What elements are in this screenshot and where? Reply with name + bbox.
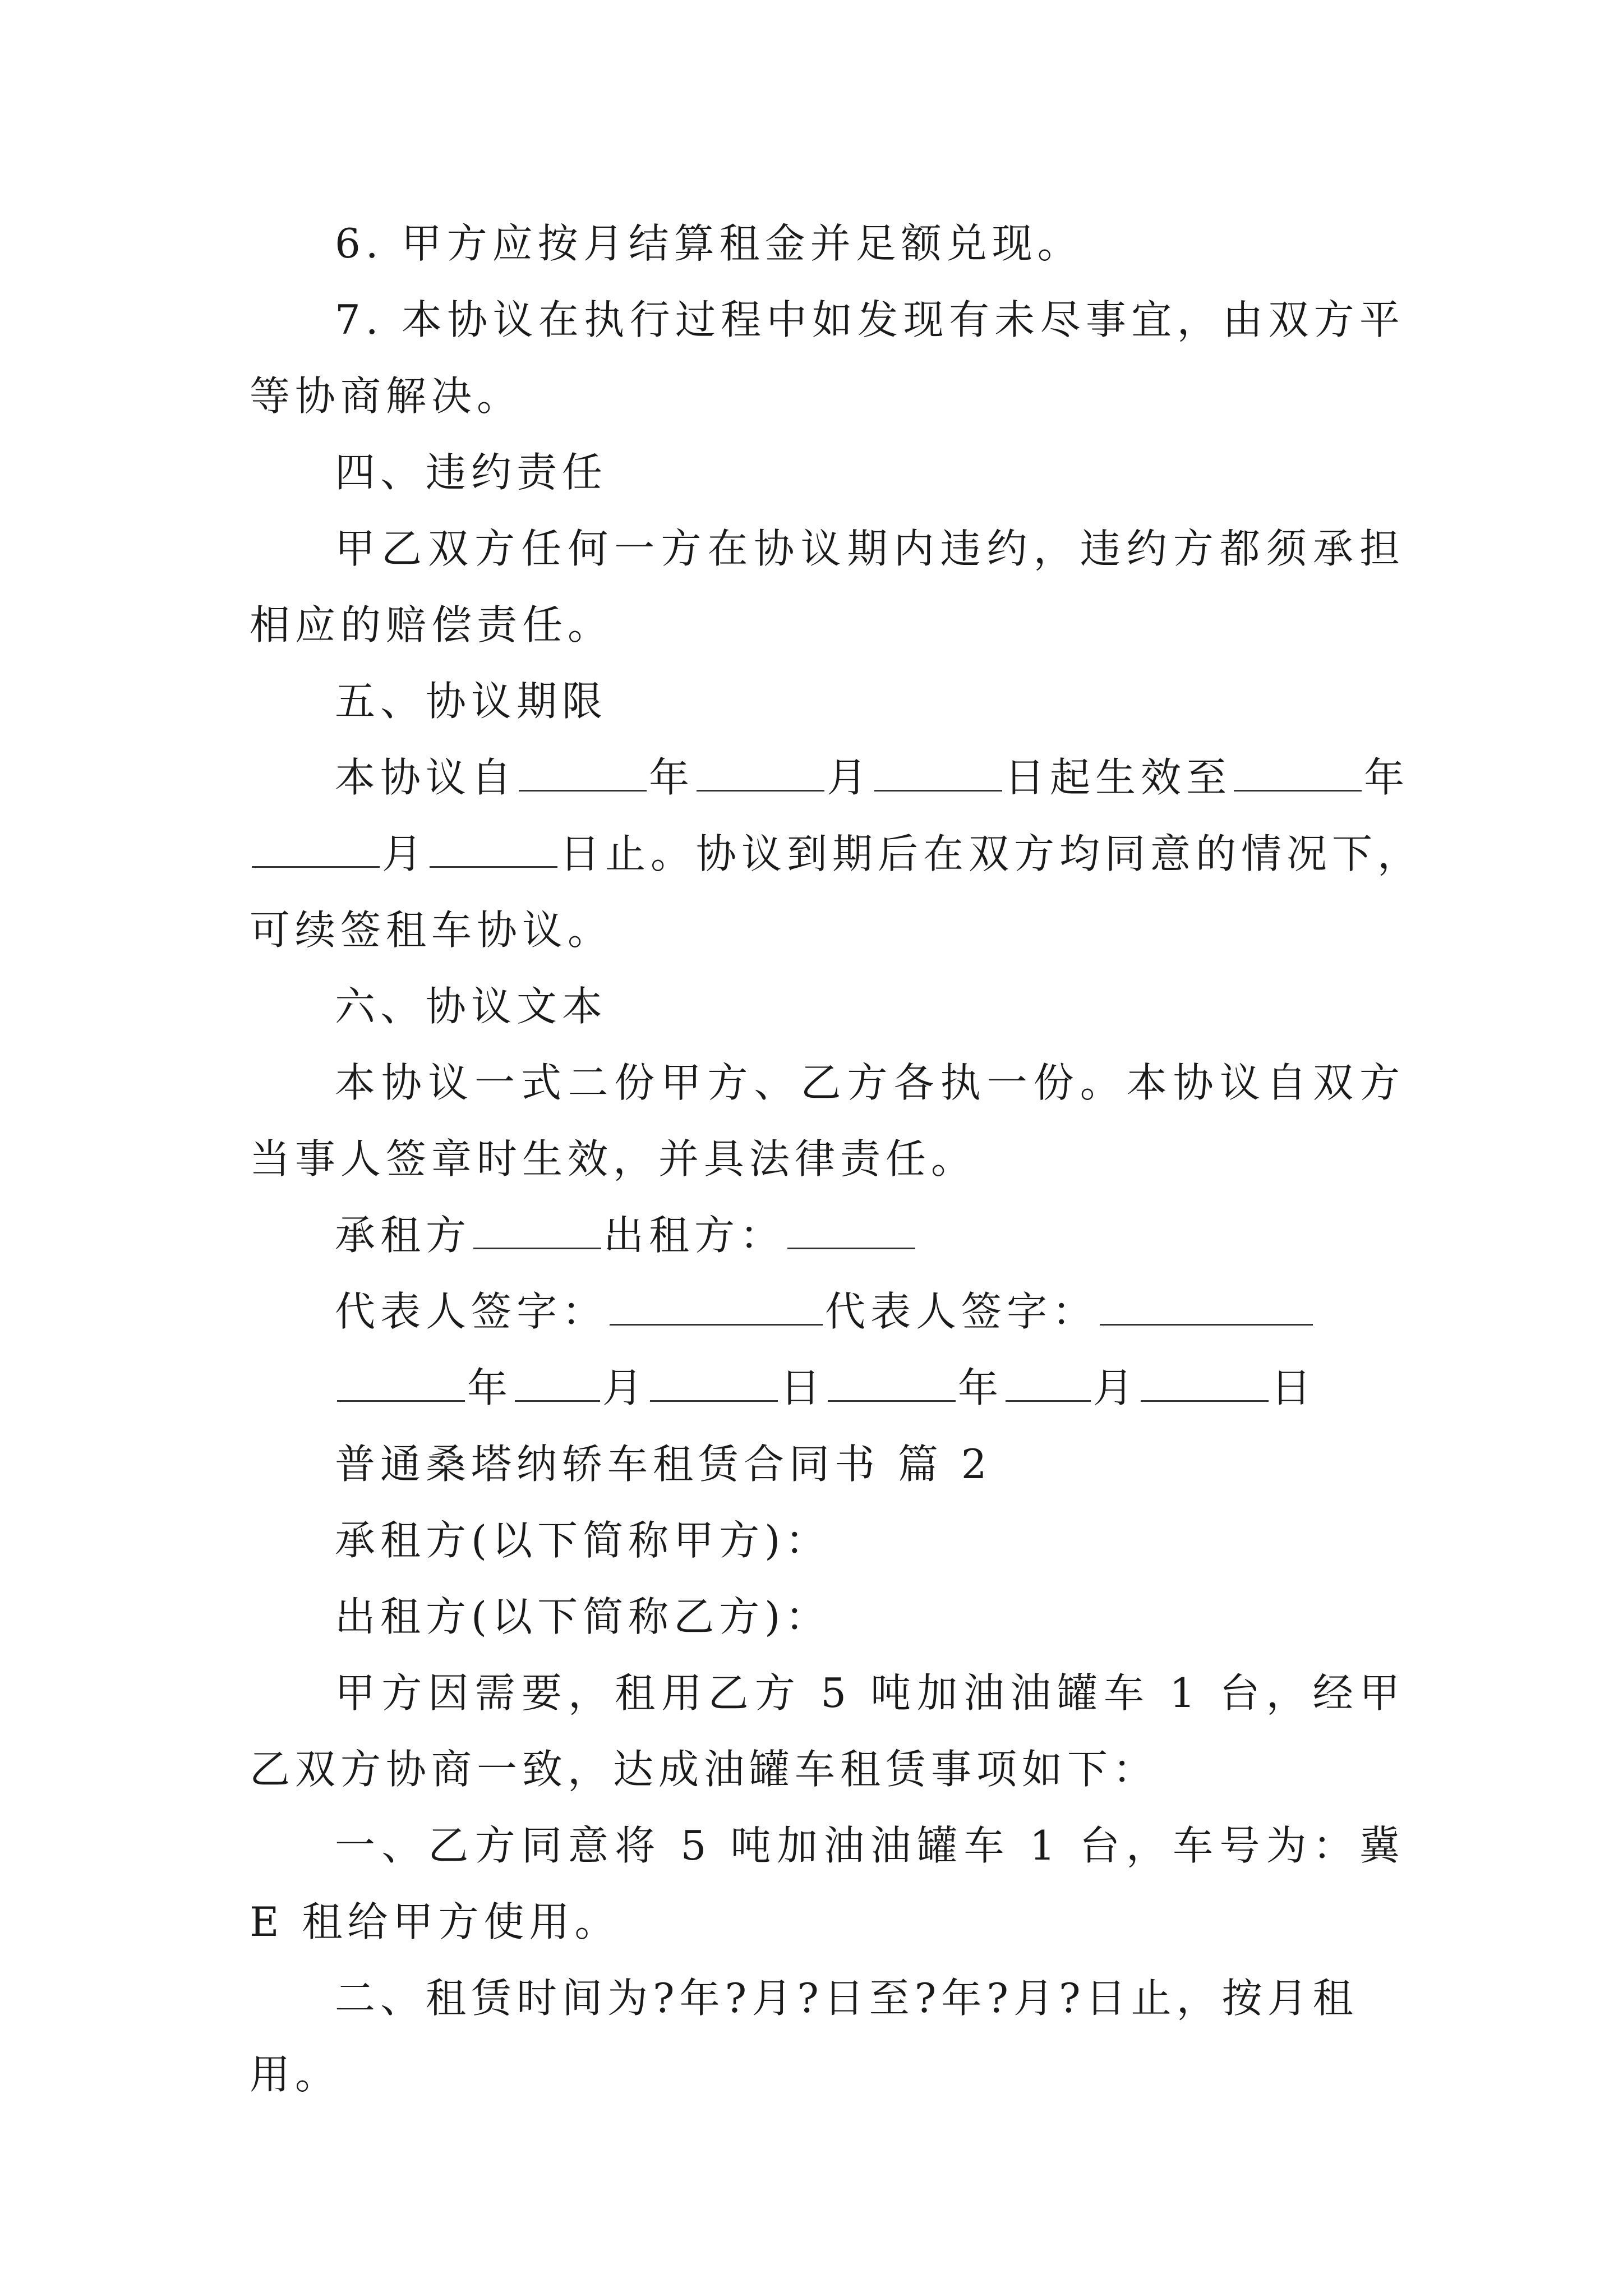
date1-month-label: 月 <box>602 1364 648 1411</box>
term-month2-label: 月 <box>382 830 428 877</box>
clause-6: 6. 甲方应按月结算租金并足额兑现。 <box>335 220 1083 267</box>
term-day-start-label: 日起生效至 <box>1004 754 1232 801</box>
blank-date1-year <box>337 1366 465 1402</box>
term-prefix: 本协议自 <box>335 754 517 801</box>
term-day-end-label: 日止。协议到期后在双方均同意的情况下， <box>560 830 1423 877</box>
part-2-item-1: 一、乙方同意将 5 吨加油油罐车 1 台，车号为：冀 E 租给甲方使用。 <box>250 1822 1423 1945</box>
term-line-1 <box>250 739 1410 816</box>
rep1-label: 代表人签字： <box>335 1288 608 1335</box>
section-5-heading: 五、协议期限 <box>335 678 608 725</box>
lessee-label: 承租方 <box>335 1212 472 1259</box>
date2-year-label: 年 <box>958 1364 1004 1411</box>
blank-start-year <box>519 756 647 792</box>
signature-parties-line <box>250 1197 1405 1273</box>
date2-day-label: 日 <box>1271 1364 1317 1411</box>
blank-lessor <box>787 1214 915 1249</box>
blank-date2-month <box>1006 1366 1091 1402</box>
blank-rep2 <box>1100 1290 1313 1326</box>
blank-date1-month <box>515 1366 600 1402</box>
blank-rep1 <box>610 1290 823 1326</box>
date1-day-label: 日 <box>780 1364 826 1411</box>
clause-7: 7. 本协议在执行过程中如发现有未尽事宜，由双方平等协商解决。 <box>250 296 1405 420</box>
document-body <box>250 205 1423 2113</box>
signature-dates-line <box>250 1350 1405 1426</box>
part-2-intro: 甲方因需要，租用乙方 5 吨加油油罐车 1 台，经甲乙双方协商一致，达成油罐车租赁事项如下： <box>250 1669 1405 1793</box>
date2-month-label: 月 <box>1093 1364 1139 1411</box>
blank-end-month <box>252 832 380 868</box>
blank-lessee <box>473 1214 601 1249</box>
blank-date1-day <box>650 1366 778 1402</box>
term-line-3: 可续签租车协议。 <box>250 907 614 954</box>
section-6-heading: 六、协议文本 <box>335 983 608 1030</box>
term-line-2 <box>250 816 1423 892</box>
section-4-heading: 四、违约责任 <box>335 449 608 496</box>
blank-start-month <box>697 756 824 792</box>
blank-end-day <box>430 832 557 868</box>
part-2-item-2: 二、租赁时间为?年?月?日至?年?月?日止，按月租用。 <box>250 1975 1358 2098</box>
lessor-label: 出租方： <box>603 1212 786 1259</box>
signature-reps-line <box>250 1273 1405 1350</box>
section-4-body: 甲乙双方任何一方在协议期内违约，违约方都须承担相应的赔偿责任。 <box>250 525 1405 648</box>
blank-start-day <box>874 756 1002 792</box>
blank-date2-day <box>1141 1366 1269 1402</box>
rep2-label: 代表人签字： <box>825 1288 1098 1335</box>
part-2-lessor: 出租方(以下简称乙方)： <box>335 1593 831 1640</box>
blank-date2-year <box>828 1366 956 1402</box>
part-2-lessee: 承租方(以下简称甲方)： <box>335 1517 831 1564</box>
blank-end-year <box>1234 756 1362 792</box>
term-year-label: 年 <box>649 754 695 801</box>
part-2-title: 普通桑塔纳轿车租赁合同书 篇 2 <box>335 1441 992 1488</box>
date1-year-label: 年 <box>467 1364 513 1411</box>
term-month-label: 月 <box>827 754 873 801</box>
term-year2-label: 年 <box>1364 754 1410 801</box>
section-6-body: 本协议一式二份甲方、乙方各执一份。本协议自双方当事人签章时生效，并具法律责任。 <box>250 1059 1405 1182</box>
